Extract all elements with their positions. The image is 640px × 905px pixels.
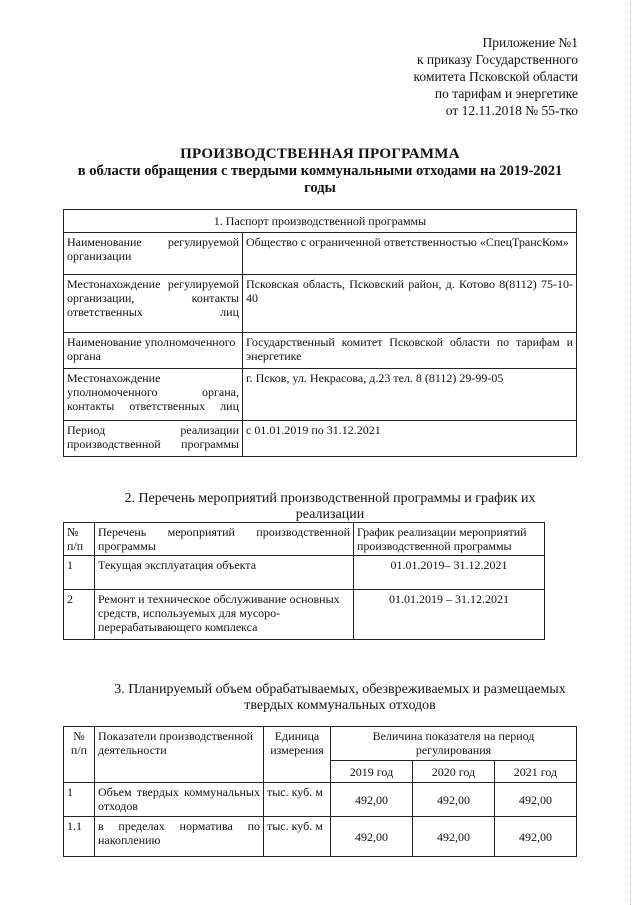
passport-row (64, 421, 577, 457)
appendix-block (414, 34, 578, 119)
scan-edge-marks (630, 0, 637, 905)
passport-label: Местонахождение регулируемой организации, контакты ответственных лиц (64, 275, 243, 333)
activities-table (63, 522, 545, 640)
passport-header-row (64, 210, 577, 233)
passport-row (64, 275, 577, 333)
passport-header: 1. Паспорт производственной программы (64, 210, 577, 233)
row-value: 492,00 (494, 783, 576, 817)
passport-value: Общество с ограниченной ответственностью «СпецТрансКом» (243, 233, 577, 275)
title-line-3: годы (304, 180, 336, 196)
passport-value: Псковская область, Псковский район, д. Котово 8(8112) 75-10-40 (243, 275, 577, 333)
passport-value: Государственный комитет Псковской области по тарифам и энергетике (243, 333, 577, 369)
col-header-year: 2021 год (494, 761, 576, 783)
volume-header-row (64, 727, 577, 761)
table-row (64, 556, 545, 590)
title-line-2: в области обращения с твердыми коммунальными отходами на 2019-2021 (77, 163, 563, 179)
row-value: 492,00 (412, 783, 494, 817)
section-3-title (60, 682, 620, 714)
section-3-title-line: твердых коммунальных отходов (244, 698, 436, 713)
row-num: 1 (64, 783, 95, 817)
passport-value: с 01.01.2019 по 31.12.2021 (243, 421, 577, 457)
passport-row (64, 233, 577, 275)
row-indicator: в пределах норматива по накоплению (95, 817, 264, 857)
table-row (64, 590, 545, 640)
row-schedule: 01.01.2019– 31.12.2021 (354, 556, 545, 590)
col-header-unit: Единица измерения (264, 727, 331, 783)
col-header-indicators: Показатели производственной деятельности (95, 727, 264, 783)
col-header-num: № п/п (64, 523, 95, 556)
passport-label: Местонахождение уполномоченного органа, контакты ответственных лиц (64, 369, 243, 421)
section-2-title-line: 2. Перечень мероприятий производственной программы и график их (124, 491, 536, 506)
appendix-line: Приложение №1 (482, 35, 578, 50)
col-header-schedule: График реализации мероприятий производственной программы (354, 523, 545, 556)
volume-table (63, 726, 577, 857)
section-2-title-line: реализации (295, 507, 365, 522)
row-unit: тыс. куб. м (264, 817, 331, 857)
row-value: 492,00 (494, 817, 576, 857)
row-indicator: Объем твердых коммунальных отходов (95, 783, 264, 817)
table-row (64, 817, 577, 857)
appendix-line: комитета Псковской области (413, 69, 578, 84)
title-line-1: ПРОИЗВОДСТВЕННАЯ ПРОГРАММА (180, 146, 460, 162)
col-header-activities: Перечень мероприятий производственной программы (95, 523, 354, 556)
activities-header-row (64, 523, 545, 556)
col-header-num: № п/п (64, 727, 95, 783)
passport-label: Наименование уполномоченного органа (64, 333, 243, 369)
col-header-period: Величина показателя на период регулирования (331, 727, 577, 761)
row-num: 1.1 (64, 817, 95, 857)
row-num: 2 (64, 590, 95, 640)
passport-label: Наименование регулируемой организации (64, 233, 243, 275)
row-value: 492,00 (331, 817, 413, 857)
passport-label: Период реализации производственной программы (64, 421, 243, 457)
col-header-year: 2020 год (412, 761, 494, 783)
row-num: 1 (64, 556, 95, 590)
appendix-line: от 12.11.2018 № 55-тко (445, 103, 578, 118)
col-header-year: 2019 год (331, 761, 413, 783)
passport-row (64, 333, 577, 369)
row-activity: Текущая эксплуатация объекта (95, 556, 354, 590)
row-value: 492,00 (412, 817, 494, 857)
appendix-line: по тарифам и энергетике (434, 86, 578, 101)
section-3-title-line: 3. Планируемый объем обрабатываемых, обезвреживаемых и размещаемых (114, 682, 566, 697)
passport-table (63, 209, 577, 457)
appendix-line: к приказу Государственного (416, 52, 578, 67)
section-2-title (60, 491, 600, 523)
row-value: 492,00 (331, 783, 413, 817)
row-unit: тыс. куб. м (264, 783, 331, 817)
row-schedule: 01.01.2019 – 31.12.2021 (354, 590, 545, 640)
row-activity: Ремонт и техническое обслуживание основных средств, используемых для мусоро-перерабатывающего комплекса (95, 590, 354, 640)
passport-row (64, 369, 577, 421)
table-row (64, 783, 577, 817)
passport-value: г. Псков, ул. Некрасова, д.23 тел. 8 (8112) 29-99-05 (243, 369, 577, 421)
document-title (40, 146, 600, 197)
